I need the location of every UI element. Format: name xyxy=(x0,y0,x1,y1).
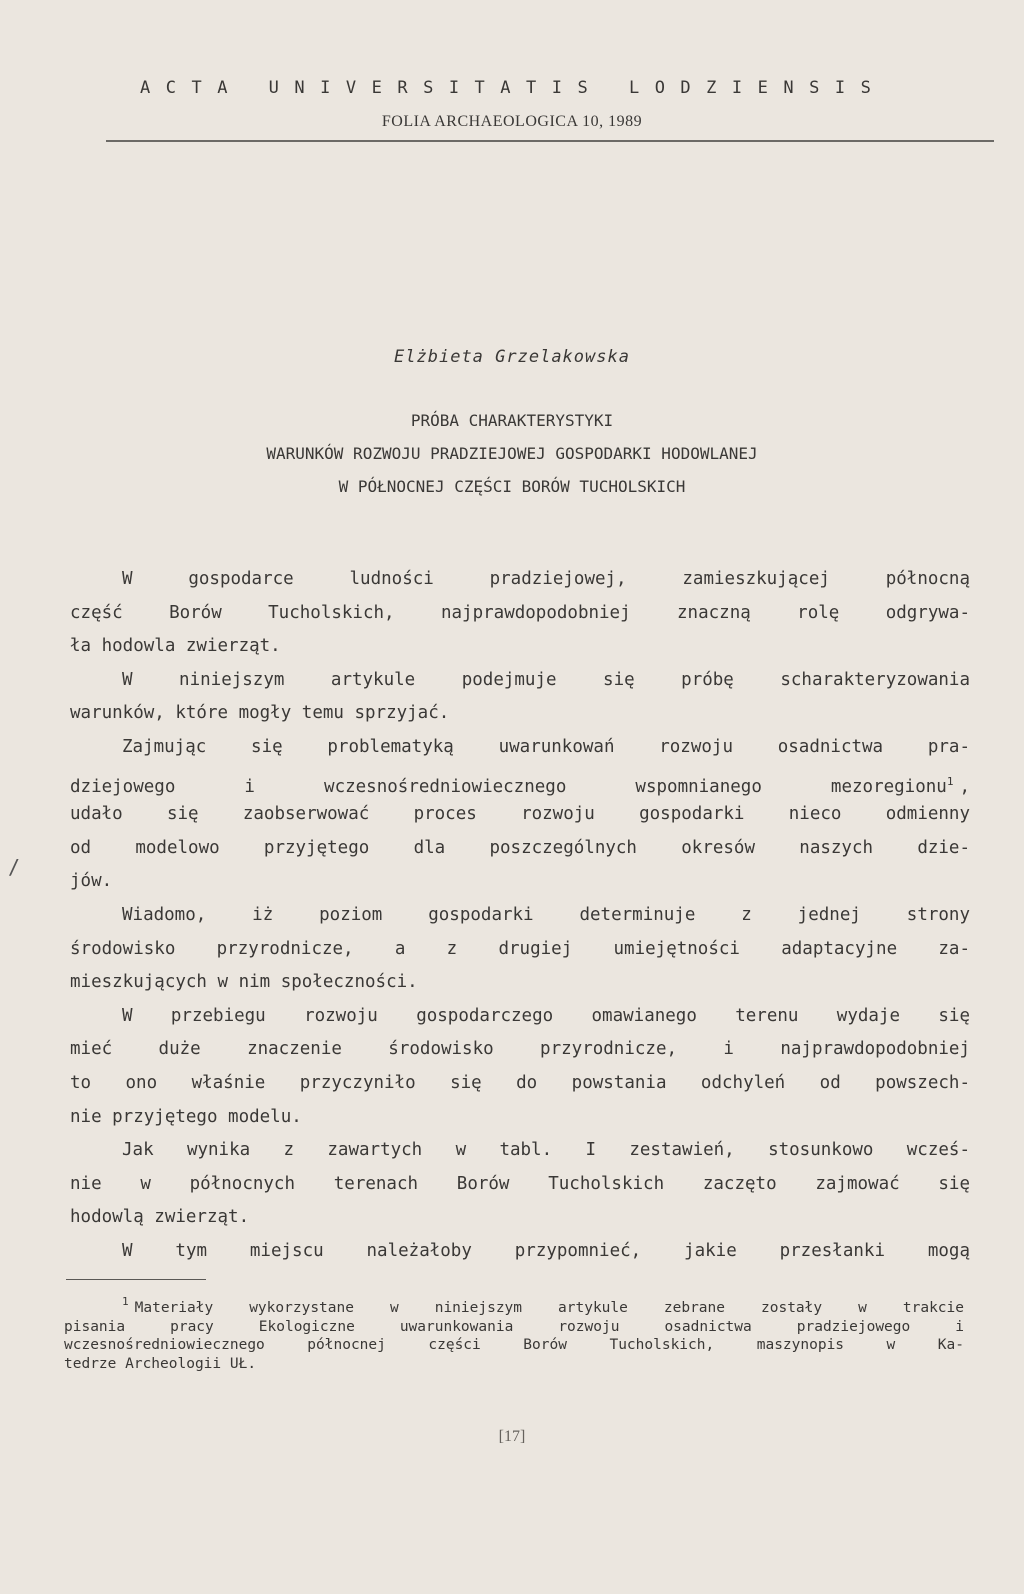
text-line: nie w północnych terenach Borów Tucholskich zaczęto zajmować się xyxy=(70,1173,970,1194)
text-line: hodowlą zwierząt. xyxy=(70,1207,250,1228)
text-line: jów. xyxy=(70,871,113,892)
text-line: warunków, które mogły temu sprzyjać. xyxy=(70,703,450,724)
article-body xyxy=(70,563,970,1268)
text-line: W niniejszym artykule podejmuje się próbę scharakteryzowania xyxy=(122,669,970,690)
text-line: Zajmując się problematyką uwarunkowań rozwoju osadnictwa pra- xyxy=(122,736,970,757)
text-line: W tym miejscu należałoby przypomnieć, jakie przesłanki mogą xyxy=(122,1240,970,1261)
paragraph xyxy=(70,731,970,899)
paragraph xyxy=(70,899,970,1000)
text-line: ła hodowla zwierząt. xyxy=(70,636,281,657)
paragraph xyxy=(70,1000,970,1134)
footnote-reference: 1 xyxy=(946,774,954,788)
footnote-marker: 1 xyxy=(122,1295,129,1308)
text-line-part: dziejowego i wczesnośredniowiecznego wspomnianego mezoregionu xyxy=(70,776,947,797)
text-line: W przebiegu rozwoju gospodarczego omawianego terenu wydaje się xyxy=(122,1005,970,1026)
footnote-line: pisania pracy Ekologiczne uwarunkowania rozwoju osadnictwa pradziejowego i xyxy=(64,1318,964,1335)
paragraph xyxy=(70,1134,970,1235)
text-line: nie przyjętego modelu. xyxy=(70,1106,302,1127)
title-line: WARUNKÓW ROZWOJU PRADZIEJOWEJ GOSPODARKI HODOWLANEJ xyxy=(266,444,758,463)
title-line: W PÓŁNOCNEJ CZĘŚCI BORÓW TUCHOLSKICH xyxy=(338,477,686,496)
text-line: mieć duże znaczenie środowisko przyrodnicze, i najprawdopodobniej xyxy=(70,1039,970,1060)
article-author: Elżbieta Grzelakowska xyxy=(394,347,630,367)
text-line: W gospodarce ludności pradziejowej, zamieszkującej północną xyxy=(122,569,970,589)
footnote-line xyxy=(64,1293,964,1318)
footnote xyxy=(64,1293,964,1373)
text-line: mieszkujących w nim społeczności. xyxy=(70,972,418,993)
text-line: środowisko przyrodnicze, a z drugiej umiejętności adaptacyjne za- xyxy=(70,938,970,959)
paragraph xyxy=(70,664,970,731)
text-line: część Borów Tucholskich, najprawdopodobniej znaczną rolę odgrywa- xyxy=(70,602,970,623)
footnote-rule xyxy=(66,1279,206,1280)
text-line: od modelowo przyjętego dla poszczególnych okresów naszych dzie- xyxy=(70,837,970,858)
text-line-part: , xyxy=(959,776,970,797)
footnote-line: tedrze Archeologii UŁ. xyxy=(64,1355,257,1372)
text-line: Wiadomo, iż poziom gospodarki determinuje z jednej strony xyxy=(122,904,970,925)
text-line: Jak wynika z zawartych w tabl. I zestawień, stosunkowo wcześ- xyxy=(122,1140,970,1161)
page-number: [17] xyxy=(498,1428,526,1445)
text-line: udało się zaobserwować proces rozwoju gospodarki nieco odmienny xyxy=(70,804,970,825)
title-line: PRÓBA CHARAKTERYSTYKI xyxy=(410,411,614,430)
paragraph xyxy=(70,1235,970,1269)
footnote-line: wczesnośredniowiecznego północnej części Borów Tucholskich, maszynopis w Ka- xyxy=(64,1337,964,1353)
margin-mark: / xyxy=(8,855,21,879)
header-rule xyxy=(106,140,994,142)
footnote-text: Materiały wykorzystane w niniejszym artykule zebrane zostały w trakcie xyxy=(134,1300,964,1316)
text-line: to ono właśnie przyczyniło się do powstania odchyleń od powszech- xyxy=(70,1072,970,1093)
text-line-with-footnote xyxy=(70,765,970,799)
paragraph xyxy=(70,563,970,664)
journal-name: ACTA UNIVERSITATIS LODZIENSIS xyxy=(140,78,887,98)
journal-folio: FOLIA ARCHAEOLOGICA 10, 1989 xyxy=(381,113,643,130)
article-title xyxy=(0,404,1024,503)
